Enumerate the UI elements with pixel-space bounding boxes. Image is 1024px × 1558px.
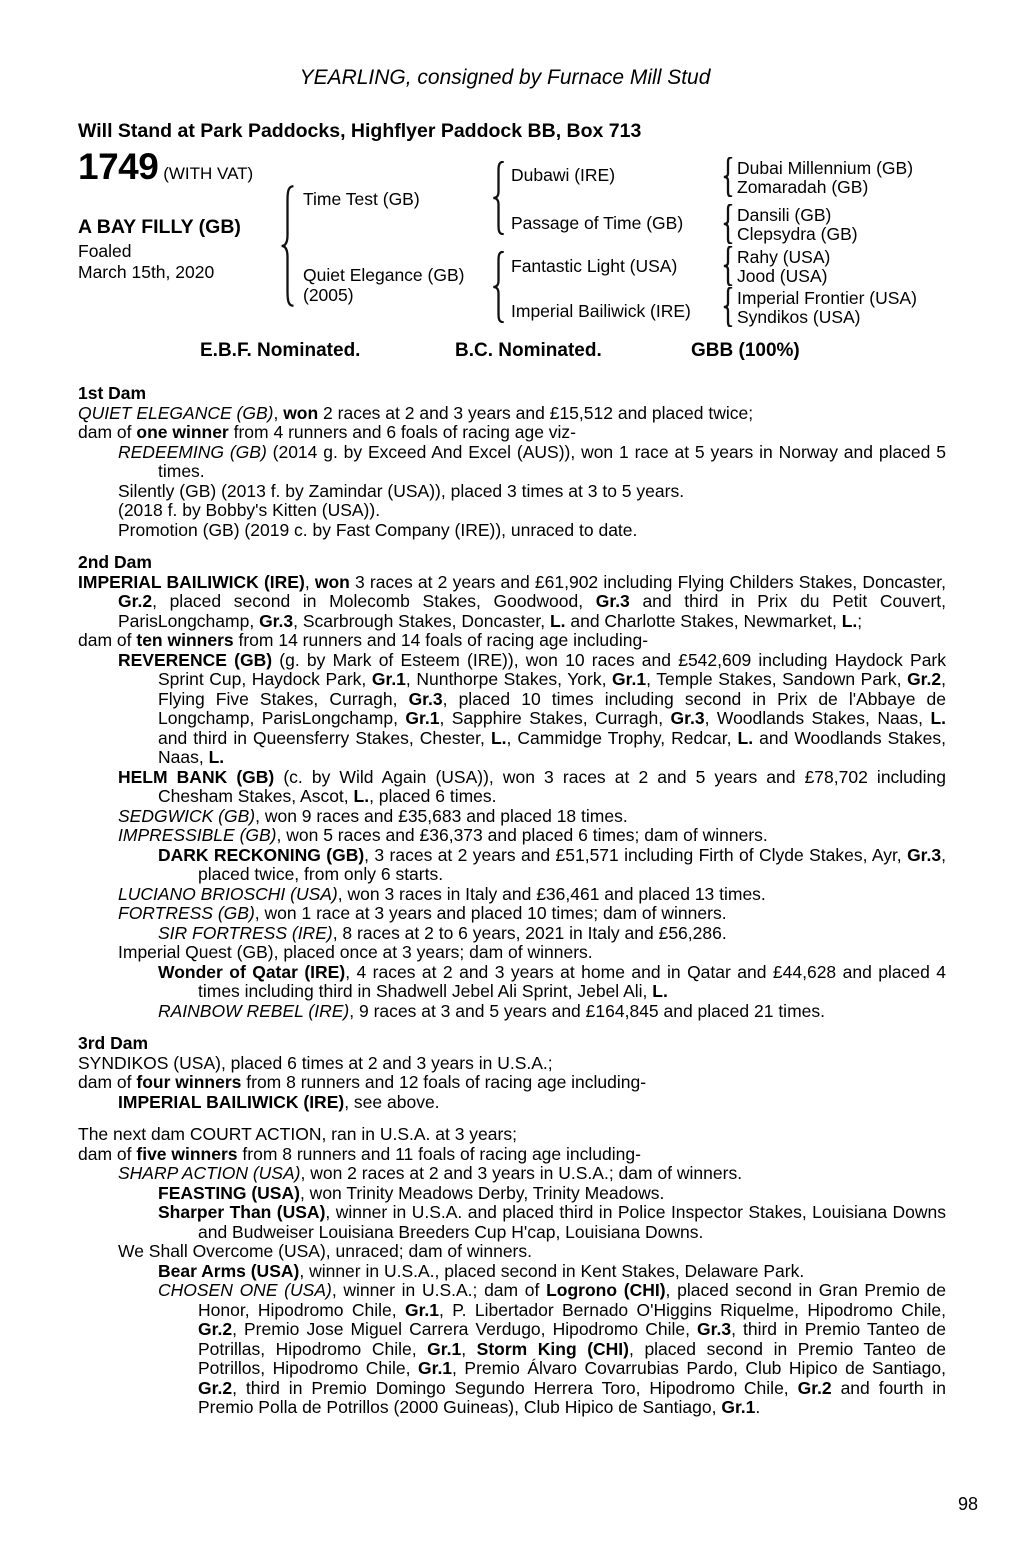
page-title: YEARLING, consigned by Furnace Mill Stud xyxy=(299,66,711,89)
pedigree-paragraph: FORTRESS (GB), won 1 race at 3 years and placed 10 times; dam of winners. xyxy=(118,903,727,923)
page-number: 98 xyxy=(958,1494,979,1514)
pedigree-paragraph: CHOSEN ONE (USA), winner in U.S.A.; dam of Logrono (CHI), placed second in Gran Premio de Honor, Hipodromo Chile, Gr.1, P. Libertador Bernado O'Higgins Riquelme, Hipodromo Chile, Gr.2, Premio Jose Miguel Carrera Verdugo, Hipodromo Chile, Gr.3, third in Premio Tanteo de Potrillas, Hipodromo Chile, Gr.1, Storm King (CHI), placed second in Premio Tanteo de Potrillos, Hipodromo Chile, Gr.1, Premio Álvaro Covarrubias Pardo, Club Hipico de Santiago, Gr.2, third in Premio Domingo Segundo Herrera Toro, Hipodromo Chile, Gr.2 and fourth in Premio Polla de Potrillos (2000 Guineas), Club Hipico de Santiago, Gr.1. xyxy=(158,1280,947,1417)
pedigree-paragraph: FEASTING (USA), won Trinity Meadows Derby, Trinity Meadows. xyxy=(158,1182,665,1203)
pedigree-paragraph: RAINBOW REBEL (IRE), 9 races at 3 and 5 years and £164,845 and placed 21 times. xyxy=(158,1000,825,1021)
sire-name: Time Test (GB) xyxy=(303,189,420,209)
vat-label: (WITH VAT) xyxy=(163,164,254,183)
pedigree-paragraph: The next dam COURT ACTION, ran in U.S.A. at 3 years; xyxy=(78,1124,517,1144)
foaled-date: March 15th, 2020 xyxy=(78,262,215,282)
pedigree-paragraph: IMPERIAL BAILIWICK (IRE), see above. xyxy=(118,1091,440,1112)
pedigree-paragraph: SHARP ACTION (USA), won 2 races at 2 and 3 years in U.S.A.; dam of winners. xyxy=(118,1163,743,1183)
foaled-label: Foaled xyxy=(78,241,132,261)
pedigree-paragraph: dam of one winner from 4 runners and 6 foals of racing age viz- xyxy=(78,422,577,442)
dam-name-line: Quiet Elegance (GB) xyxy=(303,265,465,285)
lot-line xyxy=(78,146,254,187)
pedigree-paragraph: HELM BANK (GB) (c. by Wild Again (USA)), won 3 races at 2 and 5 years and £78,702 including Chesham Stakes, Ascot, L., placed 6 times. xyxy=(118,766,947,806)
pedigree-brace-gen1 xyxy=(279,185,296,307)
pedigree-paragraph: We Shall Overcome (USA), unraced; dam of winners. xyxy=(118,1241,533,1261)
gen3-name: Syndikos (USA) xyxy=(737,307,861,327)
stand-location-line: Will Stand at Park Paddocks, Highflyer Paddock BB, Box 713 xyxy=(78,120,642,142)
pedigree-paragraph: dam of four winners from 8 runners and 12 foals of racing age including- xyxy=(78,1072,647,1092)
gen3-name: Jood (USA) xyxy=(737,266,828,286)
pedigree-brace-sire xyxy=(491,161,506,235)
gbb-label: GBB (100%) xyxy=(691,340,800,361)
section-heading: 1st Dam xyxy=(78,383,147,403)
pedigree-brace-gen3 xyxy=(722,204,734,244)
pedigree-paragraph: IMPRESSIBLE (GB), won 5 races and £36,373 and placed 6 times; dam of winners. xyxy=(118,825,768,845)
pedigree-paragraph: REDEEMING (GB) (2014 g. by Exceed And Excel (AUS)), won 1 race at 5 years in Norway and placed 5 times. xyxy=(118,441,946,481)
lot-number: 1749 xyxy=(78,146,159,187)
pedigree-paragraph: SEDGWICK (GB), won 9 races and £35,683 and placed 18 times. xyxy=(118,805,628,826)
pedigree-paragraph: DARK RECKONING (GB), 3 races at 2 years and £51,571 including Firth of Clyde Stakes, Ayr, Gr.3, placed twice, from only 6 starts. xyxy=(158,844,946,884)
gen3-name: Zomaradah (GB) xyxy=(737,177,869,197)
pedigree-paragraph: dam of ten winners from 14 runners and 14 foals of racing age including- xyxy=(78,630,649,650)
pedigree-paragraph: Imperial Quest (GB), placed once at 3 years; dam of winners. xyxy=(118,942,593,962)
gen2-sire-sire: Dubawi (IRE) xyxy=(511,165,616,185)
pedigree-paragraph: (2018 f. by Bobby's Kitten (USA)). xyxy=(118,500,381,520)
pedigree-brace-gen3 xyxy=(722,157,734,197)
pedigree-paragraph: SIR FORTRESS (IRE), 8 races at 2 to 6 years, 2021 in Italy and £56,286. xyxy=(158,922,727,943)
pedigree-paragraph: Bear Arms (USA), winner in U.S.A., placed second in Kent Stakes, Delaware Park. xyxy=(158,1260,805,1281)
pedigree-paragraph: IMPERIAL BAILIWICK (IRE), won 3 races at 2 years and £61,902 including Flying Childers Stakes, Doncaster, Gr.2, placed second in Molecomb Stakes, Goodwood, Gr.3 and third in Prix du Petit Couvert, ParisLongchamp, Gr.3, Scarbrough Stakes, Doncaster, L. and Charlotte Stakes, Newmarket, L.; xyxy=(78,571,946,631)
dam-name xyxy=(303,265,464,305)
gen2-sire-dam: Passage of Time (GB) xyxy=(511,213,684,233)
section-heading: 3rd Dam xyxy=(78,1033,149,1053)
gen2-dam-sire: Fantastic Light (USA) xyxy=(511,256,678,276)
gen2-dam-dam: Imperial Bailiwick (IRE) xyxy=(511,301,691,321)
pedigree-paragraph: QUIET ELEGANCE (GB), won 2 races at 2 and 3 years and £15,512 and placed twice; xyxy=(78,402,754,423)
pedigree-paragraph: Promotion (GB) (2019 c. by Fast Company (IRE)), unraced to date. xyxy=(118,519,638,540)
pedigree-paragraph: dam of five winners from 8 runners and 11 foals of racing age including- xyxy=(78,1143,641,1164)
section-heading: 2nd Dam xyxy=(78,552,152,572)
gen3-name: Imperial Frontier (USA) xyxy=(737,288,917,308)
pedigree-body-text xyxy=(78,384,946,1418)
pedigree-paragraph: LUCIANO BRIOSCHI (USA), won 3 races in Italy and £36,461 and placed 13 times. xyxy=(118,883,766,904)
pedigree-table xyxy=(0,146,1024,383)
pedigree-brace-gen3 xyxy=(722,287,734,327)
pedigree-paragraph: Silently (GB) (2013 f. by Zamindar (USA)), placed 3 times at 3 to 5 years. xyxy=(118,480,685,501)
gen3-name: Rahy (USA) xyxy=(737,247,831,267)
pedigree-brace-dam xyxy=(491,251,506,323)
pedigree-paragraph: REVERENCE (GB) (g. by Mark of Esteem (IRE)), won 10 races and £542,609 including Haydock Park Sprint Cup, Haydock Park, Gr.1, Nunthorpe Stakes, York, Gr.1, Temple Stakes, Sandown Park, Gr.2, Flying Five Stakes, Curragh, Gr.3, placed 10 times including second in Prix de l'Abbaye de Longchamp, ParisLongchamp, Gr.1, Sapphire Stakes, Curragh, Gr.3, Woodlands Stakes, Naas, L. and third in Queensferry Stakes, Chester, L., Cammidge Trophy, Redcar, L. and Woodlands Stakes, Naas, L. xyxy=(118,649,947,767)
pedigree-paragraph: SYNDIKOS (USA), placed 6 times at 2 and 3 years in U.S.A.; xyxy=(78,1052,553,1073)
horse-name: A BAY FILLY (GB) xyxy=(78,216,241,238)
pedigree-brace-gen3 xyxy=(722,246,734,286)
dam-year: (2005) xyxy=(303,285,354,305)
gen3-name: Clepsydra (GB) xyxy=(737,224,858,244)
gen3-name: Dubai Millennium (GB) xyxy=(737,158,914,178)
pedigree-paragraph: Sharper Than (USA), winner in U.S.A. and placed third in Police Inspector Stakes, Louisiana Downs and Budweiser Louisiana Breeders Cup H'cap, Louisiana Downs. xyxy=(158,1202,946,1242)
horse-block xyxy=(78,217,241,283)
pedigree-paragraph: Wonder of Qatar (IRE), 4 races at 2 and 3 years at home and in Qatar and £44,628 and placed 4 times including third in Shadwell Jebel Ali Sprint, Jebel Ali, L. xyxy=(158,961,946,1001)
gen3-name: Dansili (GB) xyxy=(737,205,832,225)
bc-nominated-label: B.C. Nominated. xyxy=(455,340,602,361)
ebf-nominated-label: E.B.F. Nominated. xyxy=(200,340,361,361)
